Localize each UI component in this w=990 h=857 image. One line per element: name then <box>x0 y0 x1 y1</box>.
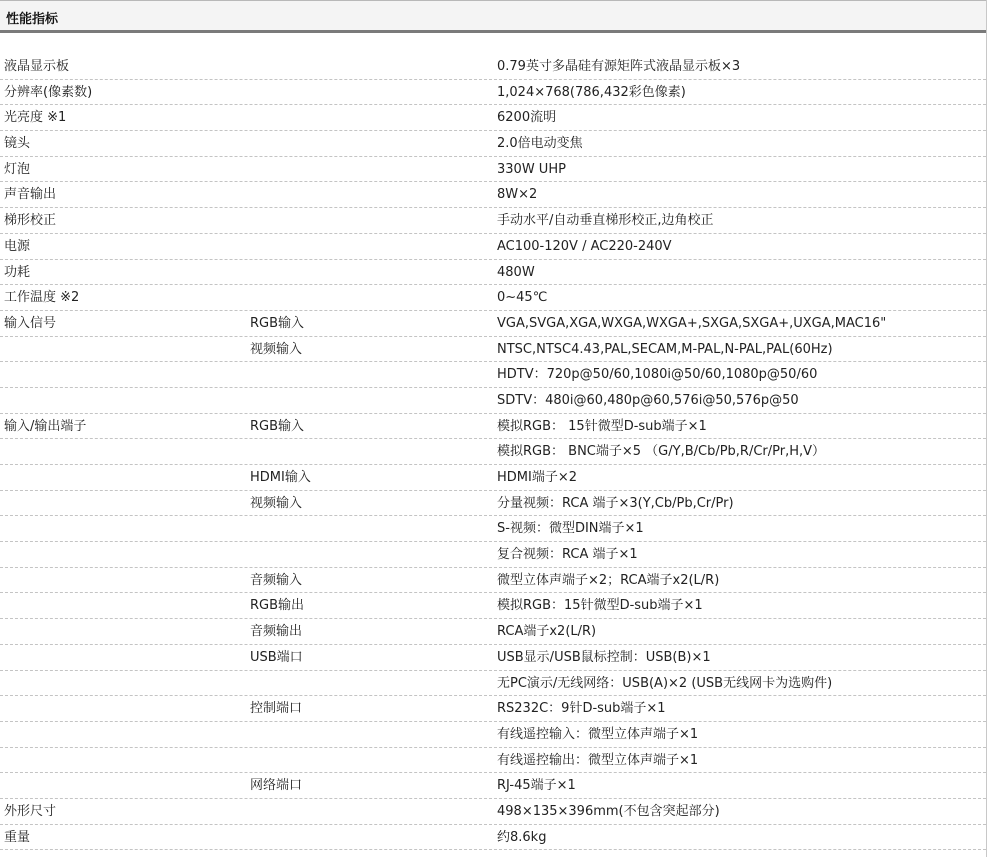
table-row <box>0 696 986 722</box>
spec-sublabel: RGB输出 <box>250 598 305 614</box>
spec-sublabel: HDMI输入 <box>250 470 311 485</box>
spec-value: 微型立体声端子×2；RCA端子x2(L/R) <box>497 572 720 588</box>
spec-value: RS232C：9针D-sub端子×1 <box>497 701 666 717</box>
table-row <box>0 465 986 491</box>
spec-value: 模拟RGB：15针微型D-sub端子×1 <box>497 598 703 614</box>
table-row <box>0 260 986 286</box>
spec-value: 模拟RGB： BNC端子×5 （G/Y,B/Cb/Pb,R/Cr/Pr,H,V） <box>497 444 826 460</box>
spec-label: 灯泡 <box>4 161 31 177</box>
spec-value: 0.79英寸多晶硅有源矩阵式液晶显示板×3 <box>497 59 741 74</box>
spec-value: NTSC,NTSC4.43,PAL,SECAM,M-PAL,N-PAL,PAL(60Hz) <box>497 341 833 357</box>
table-row <box>0 362 986 388</box>
spec-sublabel: RGB输入 <box>250 315 305 331</box>
spec-value: 330W UHP <box>497 161 566 177</box>
spec-label: 分辨率(像素数) <box>4 84 93 100</box>
spec-sublabel: 音频输出 <box>250 624 303 640</box>
spec-label: 梯形校正 <box>4 213 57 229</box>
spec-value: SDTV：480i@60,480p@60,576i@50,576p@50 <box>497 392 799 408</box>
table-row <box>0 234 986 260</box>
spec-sublabel: 音频输入 <box>250 572 303 588</box>
spec-label: 重量 <box>4 829 31 845</box>
spec-sublabel: 视频输入 <box>250 495 303 511</box>
table-row <box>0 439 986 465</box>
spec-value: 0~45℃ <box>497 290 548 306</box>
spec-value: 无PC演示/无线网络：USB(A)×2 (USB无线网卡为选购件) <box>497 675 833 691</box>
table-row <box>0 748 986 774</box>
spec-sublabel: 控制端口 <box>250 701 303 717</box>
spec-value: VGA,SVGA,XGA,WXGA,WXGA+,SXGA,SXGA+,UXGA,MAC16" <box>497 315 887 331</box>
spec-value: 6200流明 <box>497 110 557 126</box>
table-row <box>0 773 986 799</box>
spec-label: 输入/输出端子 <box>4 418 87 434</box>
table-row <box>0 799 986 825</box>
section-title: 性能指标 <box>6 12 59 27</box>
spec-label: 镜头 <box>4 136 31 152</box>
spec-value: 498×135×396mm(不包含突起部分) <box>497 803 720 819</box>
spec-value: HDTV：720p@50/60,1080i@50/60,1080p@50/60 <box>497 367 818 383</box>
spec-value: RJ-45端子×1 <box>497 778 576 794</box>
table-row <box>0 671 986 697</box>
table-row <box>0 157 986 183</box>
spec-value: HDMI端子×2 <box>497 470 577 485</box>
spec-sublabel: RGB输入 <box>250 418 305 434</box>
table-row <box>0 722 986 748</box>
spec-value: 480W <box>497 264 535 280</box>
spec-value: 手动水平/自动垂直梯形校正,边角校正 <box>497 213 714 229</box>
spec-label: 电源 <box>4 238 31 254</box>
spec-label: 声音输出 <box>4 187 57 203</box>
spec-value: 有线遥控输入：微型立体声端子×1 <box>497 726 699 742</box>
table-row <box>0 131 986 157</box>
table-row <box>0 491 986 517</box>
table-row <box>0 311 986 337</box>
table-row <box>0 54 986 80</box>
spec-value: S-视频：微型DIN端子×1 <box>497 521 644 537</box>
spec-table <box>0 54 986 850</box>
table-row <box>0 337 986 363</box>
spec-sublabel: 网络端口 <box>250 778 303 794</box>
table-row <box>0 645 986 671</box>
spec-value: 1,024×768(786,432彩色像素) <box>497 84 686 100</box>
spec-value: AC100-120V / AC220-240V <box>497 238 672 254</box>
spec-label: 光亮度 ※1 <box>4 110 67 126</box>
spec-value: USB显示/USB鼠标控制：USB(B)×1 <box>497 649 711 665</box>
table-row <box>0 80 986 106</box>
spec-label: 液晶显示板 <box>4 59 70 74</box>
table-row <box>0 182 986 208</box>
spec-label: 功耗 <box>4 264 31 280</box>
table-row <box>0 516 986 542</box>
spec-value: 复合视频：RCA 端子×1 <box>497 547 638 563</box>
table-row <box>0 285 986 311</box>
table-row <box>0 542 986 568</box>
table-row <box>0 593 986 619</box>
spec-value: 2.0倍电动变焦 <box>497 136 583 152</box>
spec-value: 模拟RGB： 15针微型D-sub端子×1 <box>497 418 707 434</box>
spec-value: 8W×2 <box>497 187 538 203</box>
table-row <box>0 825 986 851</box>
table-row <box>0 568 986 594</box>
spec-sublabel: 视频输入 <box>250 341 303 357</box>
spec-label: 外形尺寸 <box>4 803 57 819</box>
table-row <box>0 619 986 645</box>
table-row <box>0 105 986 131</box>
spec-value: 有线遥控输出：微型立体声端子×1 <box>497 752 699 768</box>
table-row <box>0 414 986 440</box>
spec-sublabel: USB端口 <box>250 649 303 665</box>
spec-value: RCA端子x2(L/R) <box>497 624 597 640</box>
right-border <box>986 0 987 857</box>
spec-label: 工作温度 ※2 <box>4 290 80 306</box>
spec-value: 约8.6kg <box>497 829 547 845</box>
spec-label: 输入信号 <box>4 315 57 331</box>
table-row <box>0 208 986 234</box>
spec-value: 分量视频：RCA 端子×3(Y,Cb/Pb,Cr/Pr) <box>497 495 734 511</box>
table-row <box>0 388 986 414</box>
section-header <box>0 0 986 33</box>
